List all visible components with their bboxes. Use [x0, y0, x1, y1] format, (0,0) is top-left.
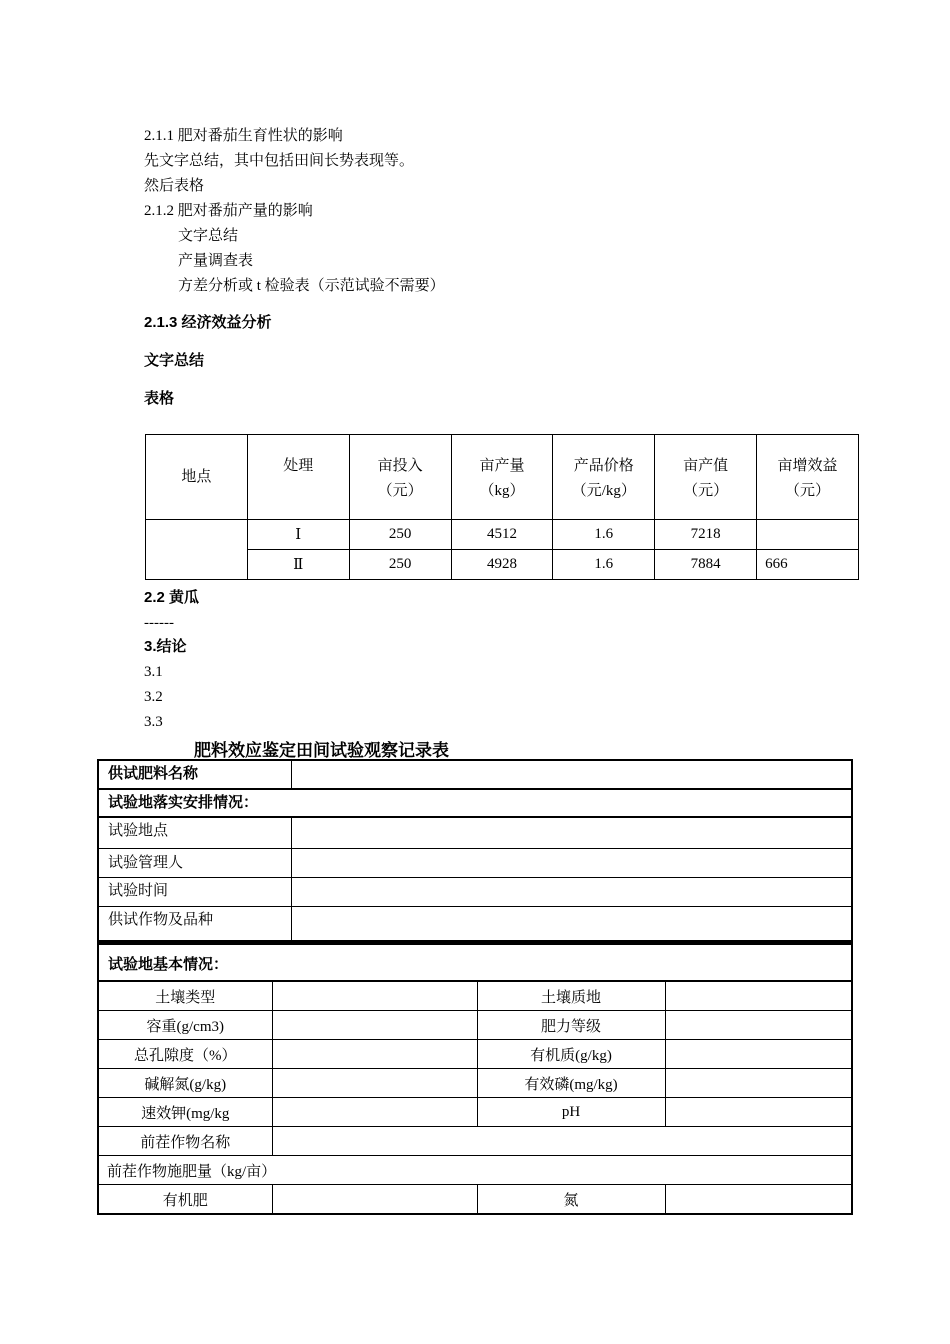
table-row [99, 1156, 851, 1185]
prev-crop-field[interactable] [272, 1127, 851, 1156]
site-field[interactable] [291, 817, 851, 848]
table-row [146, 550, 859, 580]
site-label: 试验地点 [99, 817, 291, 848]
soil-type-field[interactable] [272, 982, 477, 1011]
body-text: 产量调查表 [178, 253, 254, 269]
fertility-grade-field[interactable] [665, 1011, 851, 1040]
section-2-1-2: 2.1.2 肥对番茄产量的影响 [144, 203, 313, 219]
header-cell: 产品价格 （元/kg） [553, 435, 655, 520]
body-text: 3.1 [144, 664, 163, 680]
section-2-1-3: 2.1.3 经济效益分析 [144, 314, 272, 331]
ph-field[interactable] [665, 1098, 851, 1127]
porosity-field[interactable] [272, 1040, 477, 1069]
table-cell: Ⅰ [247, 520, 349, 550]
form-title: 肥料效应鉴定田间试验观察记录表 [194, 741, 449, 760]
header-cell: 亩产量 （kg） [451, 435, 553, 520]
body-text: 方差分析或 t 检验表（示范试验不需要） [178, 278, 445, 294]
manager-label: 试验管理人 [99, 848, 291, 877]
nitrogen-field[interactable] [665, 1185, 851, 1215]
fertilizer-name-block [97, 759, 853, 788]
section-2-2: 2.2 黄瓜 [144, 589, 200, 606]
nitrogen-label: 氮 [477, 1185, 665, 1215]
organic-matter-field[interactable] [665, 1040, 851, 1069]
table-cell: 4512 [451, 520, 553, 550]
available-k-field[interactable] [272, 1098, 477, 1127]
body-text: 3.2 [144, 689, 163, 705]
body-text: 表格 [144, 390, 175, 407]
table-cell: 1.6 [553, 520, 655, 550]
table-row [99, 1011, 851, 1040]
body-text: 然后表格 [144, 178, 205, 194]
header-cell: 亩投入 （元） [349, 435, 451, 520]
basic-info-block [97, 942, 853, 1215]
alkali-n-field[interactable] [272, 1069, 477, 1098]
organic-matter-label: 有机质(g/kg) [477, 1040, 665, 1069]
table-cell: 4928 [451, 550, 553, 580]
soil-texture-label: 土壤质地 [477, 982, 665, 1011]
table-row [99, 1069, 851, 1098]
section-2-1-1: 2.1.1 肥对番茄生育性状的影响 [144, 128, 343, 144]
header-cell: 亩产值 （元） [655, 435, 757, 520]
section-3: 3.结论 [144, 638, 187, 655]
fertilizer-name-label: 供试肥料名称 [99, 761, 291, 788]
time-label: 试验时间 [99, 877, 291, 906]
table-cell [757, 520, 859, 550]
soil-type-label: 土壤类型 [99, 982, 272, 1011]
available-p-label: 有效磷(mg/kg) [477, 1069, 665, 1098]
table-cell: 7218 [655, 520, 757, 550]
manager-field[interactable] [291, 848, 851, 877]
organic-fert-label: 有机肥 [99, 1185, 272, 1215]
header-cell: 处理 [247, 435, 349, 520]
table-cell: Ⅱ [247, 550, 349, 580]
crop-field[interactable] [291, 906, 851, 940]
arrangement-block [97, 788, 853, 942]
available-p-field[interactable] [665, 1069, 851, 1098]
body-text: 文字总结 [144, 352, 205, 369]
soil-texture-field[interactable] [665, 982, 851, 1011]
fertilizer-name-field[interactable] [291, 761, 851, 788]
economic-benefit-table [145, 434, 859, 580]
porosity-label: 总孔隙度（%） [99, 1040, 272, 1069]
table-row [99, 1185, 851, 1215]
table-row [99, 982, 851, 1011]
table-row [146, 520, 859, 550]
prev-fert-label: 前茬作物施肥量（kg/亩） [99, 1156, 851, 1185]
header-cell: 地点 [146, 435, 248, 520]
body-text: 3.3 [144, 714, 163, 730]
table-row [99, 1098, 851, 1127]
table-row [99, 1040, 851, 1069]
ph-label: pH [477, 1098, 665, 1127]
available-k-label: 速效钾(mg/kg [99, 1098, 272, 1127]
table-row [99, 1127, 851, 1156]
alkali-n-label: 碱解氮(g/kg) [99, 1069, 272, 1098]
bulk-density-label: 容重(g/cm3) [99, 1011, 272, 1040]
bulk-density-field[interactable] [272, 1011, 477, 1040]
body-text: 先文字总结，其中包括田间长势表现等。 [144, 153, 415, 169]
crop-label: 供试作物及品种 [99, 906, 291, 940]
separator-text: ------ [144, 615, 174, 631]
table-cell [146, 520, 248, 580]
organic-fert-field[interactable] [272, 1185, 477, 1215]
arrangement-heading: 试验地落实安排情况： [99, 790, 851, 817]
table-cell: 250 [349, 550, 451, 580]
time-field[interactable] [291, 877, 851, 906]
fertility-grade-label: 肥力等级 [477, 1011, 665, 1040]
prev-crop-label: 前茬作物名称 [99, 1127, 272, 1156]
table-cell: 250 [349, 520, 451, 550]
header-cell: 亩增效益 （元） [757, 435, 859, 520]
table-cell: 666 [757, 550, 859, 580]
body-text: 文字总结 [178, 228, 239, 244]
basic-info-heading: 试验地基本情况： [99, 945, 851, 981]
table-cell: 1.6 [553, 550, 655, 580]
table-cell: 7884 [655, 550, 757, 580]
